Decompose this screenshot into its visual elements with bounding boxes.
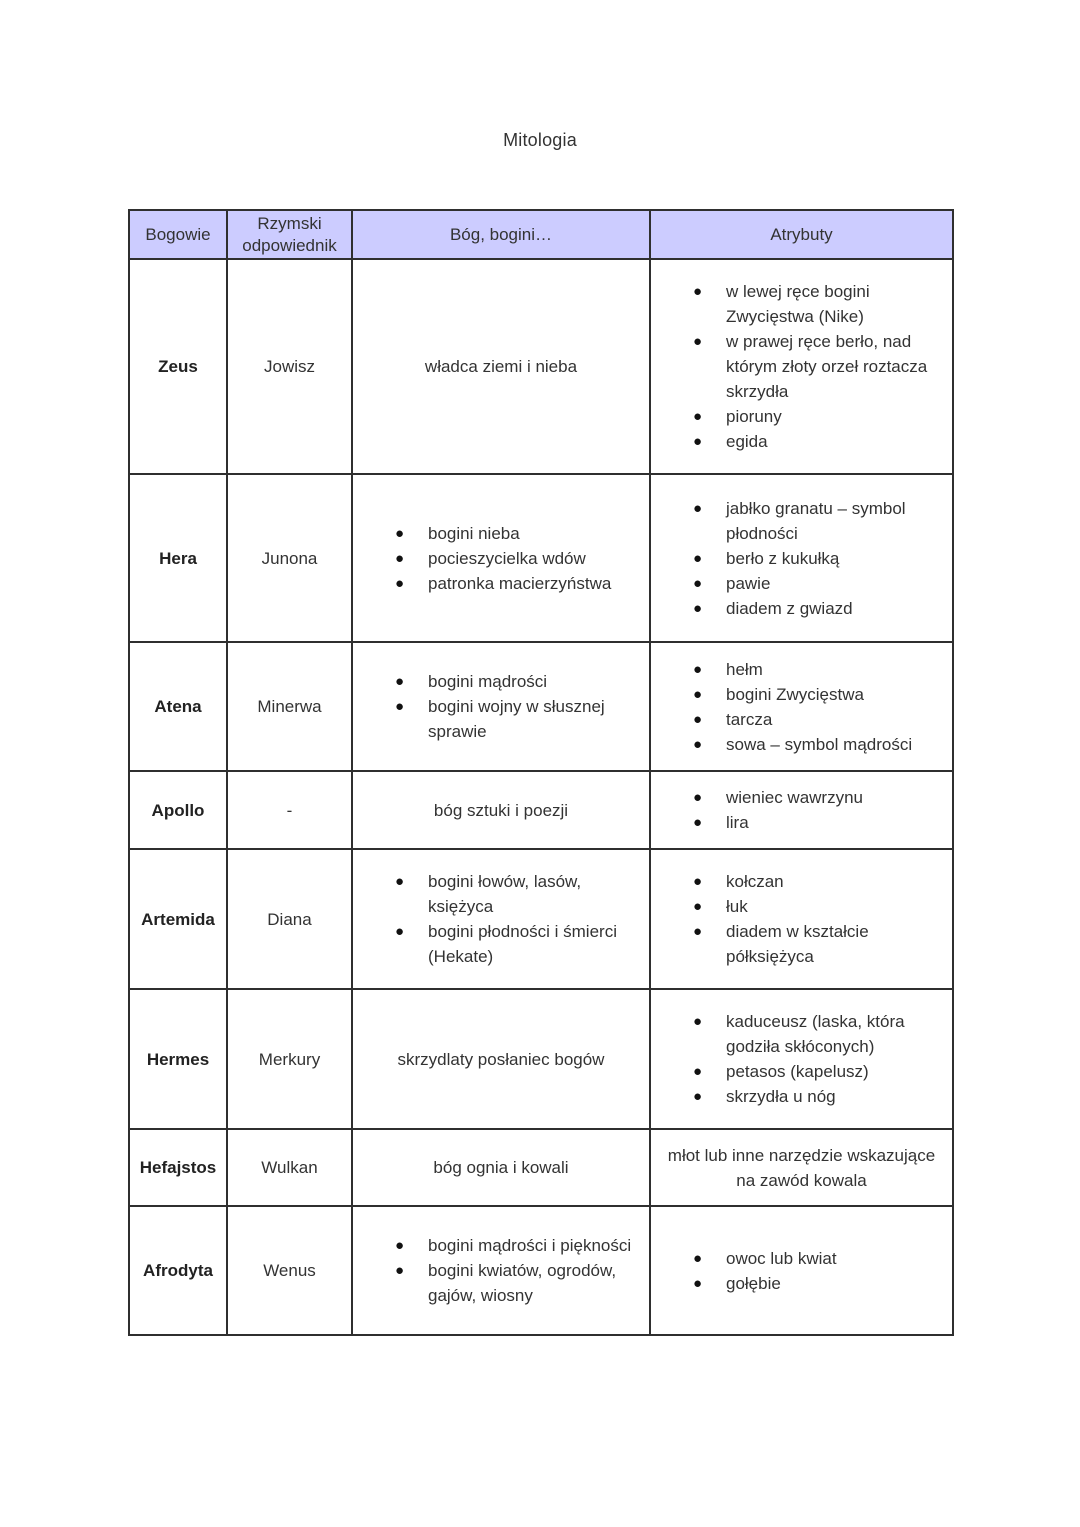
list-item <box>693 785 944 810</box>
bullet-icon: ● <box>693 660 703 678</box>
list-item <box>395 1258 641 1308</box>
list-item <box>395 571 641 596</box>
role-cell <box>352 989 650 1129</box>
list-item <box>395 521 641 546</box>
list-item <box>693 546 944 571</box>
list-item-text: w lewej ręce bogini Zwycięstwa (Nike) <box>726 282 870 326</box>
bullet-icon: ● <box>693 499 703 517</box>
mythology-table <box>128 209 954 1336</box>
list-item <box>693 732 944 757</box>
list-item-text: bogini wojny w słusznej sprawie <box>428 697 605 741</box>
list-item <box>693 919 944 969</box>
bullet-list <box>353 869 649 969</box>
bullet-list <box>651 657 952 757</box>
list-item <box>693 894 944 919</box>
list-item <box>395 1233 641 1258</box>
attributes-cell <box>650 474 953 642</box>
list-item-text: bogini nieba <box>428 523 520 543</box>
table-row <box>129 1206 953 1335</box>
list-item-text: owoc lub kwiat <box>726 1248 837 1268</box>
list-item-text: jabłko granatu – symbol płodności <box>726 498 906 543</box>
list-item-text: gołębie <box>726 1273 781 1293</box>
header-role: Bóg, bogini… <box>352 210 650 259</box>
bullet-list <box>651 1009 952 1109</box>
bullet-list <box>651 496 952 621</box>
role-cell <box>352 771 650 849</box>
bullet-icon: ● <box>693 873 703 890</box>
bullet-icon: ● <box>693 333 703 350</box>
bullet-icon: ● <box>395 873 405 890</box>
bullet-icon: ● <box>693 433 703 450</box>
list-item <box>693 1246 944 1271</box>
list-item <box>693 657 944 682</box>
list-item-text: kołczan <box>726 872 784 891</box>
list-item-text: bogini kwiatów, ogrodów, gajów, wiosny <box>428 1261 617 1305</box>
list-item-text: berło z kukułką <box>726 548 840 568</box>
bullet-icon: ● <box>395 1262 405 1279</box>
header-row <box>129 210 953 259</box>
attributes-cell <box>650 771 953 849</box>
attributes-cell <box>650 1129 953 1206</box>
role-cell <box>352 474 650 642</box>
list-item-text: hełm <box>726 659 763 679</box>
god-name-cell: Hera <box>129 474 227 642</box>
god-name-cell: Zeus <box>129 259 227 474</box>
table-row <box>129 259 953 474</box>
list-item-text: pawie <box>726 573 771 593</box>
roman-equivalent-cell: - <box>227 771 352 849</box>
list-item-text: pocieszycielka wdów <box>428 548 586 568</box>
list-item <box>395 869 641 919</box>
roman-equivalent-cell: Junona <box>227 474 352 642</box>
list-item-text: pioruny <box>726 407 782 426</box>
bullet-icon: ● <box>693 923 703 940</box>
bullet-list <box>353 1233 649 1308</box>
list-item <box>395 669 641 694</box>
attributes-cell <box>650 259 953 474</box>
god-name-cell: Hefajstos <box>129 1129 227 1206</box>
list-item-text: egida <box>726 432 768 451</box>
list-item-text: bogini płodności i śmierci (Hekate) <box>428 922 617 966</box>
role-cell <box>352 259 650 474</box>
table-body <box>129 259 953 1335</box>
bullet-icon: ● <box>395 923 405 940</box>
table-row <box>129 771 953 849</box>
list-item <box>693 329 944 404</box>
bullet-icon: ● <box>693 599 703 617</box>
bullet-list <box>651 279 952 454</box>
table-row <box>129 642 953 771</box>
bullet-icon: ● <box>693 1088 703 1105</box>
list-item-text: bogini Zwycięstwa <box>726 684 864 704</box>
table-row <box>129 1129 953 1206</box>
bullet-icon: ● <box>395 698 405 715</box>
bullet-icon: ● <box>693 408 703 425</box>
list-item-text: diadem w kształcie półksiężyca <box>726 922 869 966</box>
role-cell <box>352 1129 650 1206</box>
bullet-icon: ● <box>693 574 703 592</box>
table-row <box>129 474 953 642</box>
bullet-icon: ● <box>395 524 405 542</box>
list-item <box>693 1084 944 1109</box>
role-cell <box>352 1206 650 1335</box>
page-title: Mitologia <box>503 130 577 150</box>
attributes-cell <box>650 642 953 771</box>
list-item <box>693 810 944 835</box>
header-gods: Bogowie <box>129 210 227 259</box>
cell-text: bóg ognia i kowali <box>433 1158 569 1177</box>
list-item <box>693 1059 944 1084</box>
bullet-list <box>353 669 649 744</box>
bullet-icon: ● <box>693 898 703 915</box>
list-item <box>395 919 641 969</box>
god-name-cell: Atena <box>129 642 227 771</box>
bullet-icon: ● <box>395 549 405 567</box>
list-item-text: skrzydła u nóg <box>726 1087 836 1106</box>
bullet-icon: ● <box>693 1274 703 1292</box>
bullet-icon: ● <box>693 283 703 300</box>
roman-equivalent-cell: Wenus <box>227 1206 352 1335</box>
bullet-icon: ● <box>693 685 703 703</box>
list-item-text: łuk <box>726 897 748 916</box>
cell-text: bóg sztuki i poezji <box>433 800 569 820</box>
list-item-text: kaduceusz (laska, która godziła skłóconych) <box>726 1012 905 1056</box>
bullet-list <box>651 1246 952 1296</box>
list-item-text: diadem z gwiazd <box>726 598 853 618</box>
list-item <box>693 1009 944 1059</box>
bullet-list <box>651 869 952 969</box>
bullet-icon: ● <box>395 673 405 690</box>
bullet-icon: ● <box>693 789 703 806</box>
header-attributes: Atrybuty <box>650 210 953 259</box>
role-cell <box>352 849 650 989</box>
god-name-cell: Hermes <box>129 989 227 1129</box>
bullet-icon: ● <box>395 574 405 592</box>
roman-equivalent-cell: Merkury <box>227 989 352 1129</box>
table-row <box>129 989 953 1129</box>
cell-text: skrzydlaty posłaniec bogów <box>397 1049 605 1069</box>
list-item-text: petasos (kapelusz) <box>726 1062 869 1081</box>
list-item-text: sowa – symbol mądrości <box>726 734 913 754</box>
list-item <box>693 279 944 329</box>
attributes-cell <box>650 849 953 989</box>
cell-text: władca ziemi i nieba <box>424 357 578 376</box>
list-item-text: w prawej ręce berło, nad którym złoty orzeł roztacza skrzydła <box>726 332 928 401</box>
attributes-cell <box>650 1206 953 1335</box>
god-name-cell: Artemida <box>129 849 227 989</box>
cell-text: młot lub inne narzędzie wskazujące na zawód kowala <box>667 1145 936 1190</box>
attributes-cell <box>650 989 953 1129</box>
roman-equivalent-cell: Diana <box>227 849 352 989</box>
role-cell <box>352 642 650 771</box>
list-item <box>693 404 944 429</box>
list-item <box>693 429 944 454</box>
bullet-list <box>651 785 952 835</box>
roman-equivalent-cell: Jowisz <box>227 259 352 474</box>
list-item <box>693 707 944 732</box>
list-item-text: wieniec wawrzynu <box>726 788 863 807</box>
list-item <box>693 596 944 621</box>
list-item <box>693 571 944 596</box>
bullet-icon: ● <box>395 1237 405 1254</box>
list-item <box>693 682 944 707</box>
table-row <box>129 849 953 989</box>
bullet-icon: ● <box>693 710 703 728</box>
list-item-text: bogini łowów, lasów, księżyca <box>428 872 582 916</box>
bullet-icon: ● <box>693 549 703 567</box>
list-item-text: patronka macierzyństwa <box>428 573 612 593</box>
bullet-icon: ● <box>693 735 703 753</box>
bullet-list <box>353 521 649 596</box>
header-roman-equivalent: Rzymski odpowiednik <box>227 210 352 259</box>
bullet-icon: ● <box>693 1063 703 1080</box>
bullet-icon: ● <box>693 1013 703 1030</box>
roman-equivalent-cell: Wulkan <box>227 1129 352 1206</box>
list-item-text: bogini mądrości <box>428 672 548 691</box>
list-item <box>693 869 944 894</box>
list-item <box>693 1271 944 1296</box>
list-item-text: lira <box>726 813 749 832</box>
god-name-cell: Apollo <box>129 771 227 849</box>
list-item <box>395 546 641 571</box>
list-item <box>693 496 944 546</box>
roman-equivalent-cell: Minerwa <box>227 642 352 771</box>
bullet-icon: ● <box>693 1249 703 1267</box>
list-item <box>395 694 641 744</box>
list-item-text: bogini mądrości i piękności <box>428 1236 632 1255</box>
list-item-text: tarcza <box>726 709 773 729</box>
god-name-cell: Afrodyta <box>129 1206 227 1335</box>
bullet-icon: ● <box>693 814 703 831</box>
